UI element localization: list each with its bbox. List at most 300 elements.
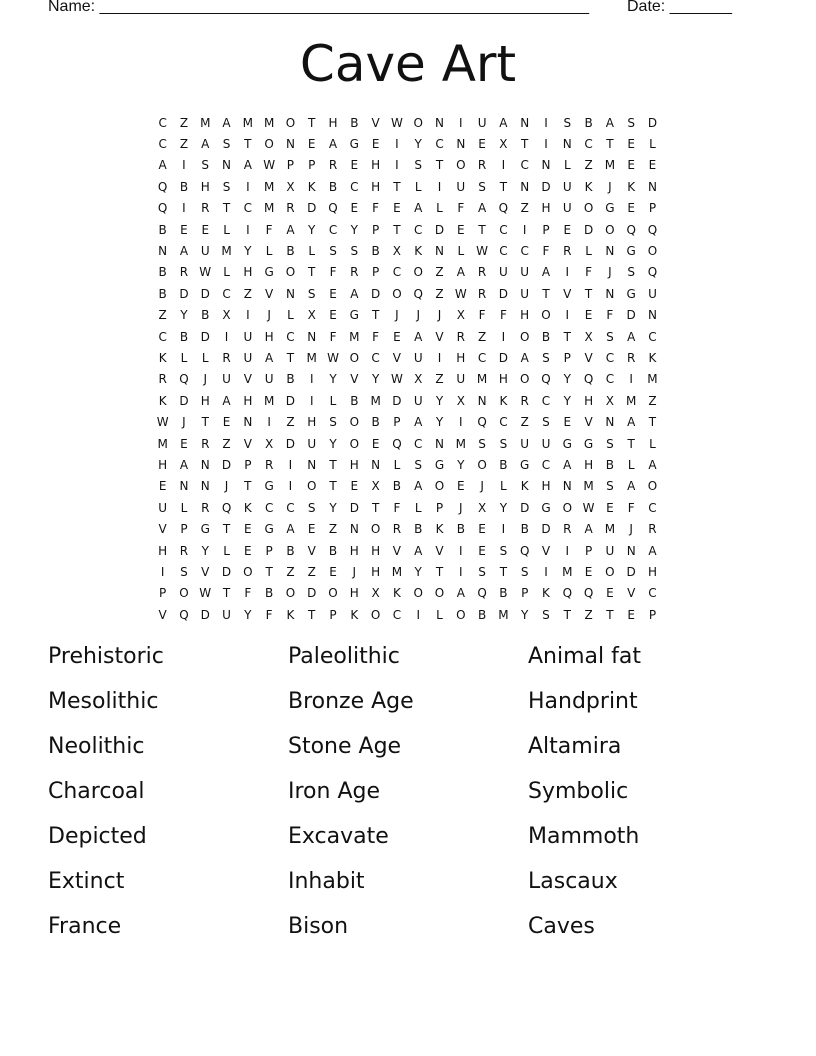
grid-letter: I xyxy=(501,158,506,173)
grid-letter: G xyxy=(520,457,530,472)
grid-letter: V xyxy=(392,350,402,365)
grid-letter: Z xyxy=(520,415,529,430)
grid-letter: C xyxy=(222,286,231,301)
grid-letter: P xyxy=(542,222,550,237)
grid-letter: N xyxy=(541,158,551,173)
grid-letter: E xyxy=(350,479,359,494)
grid-letter: O xyxy=(583,201,594,216)
grid-letter: D xyxy=(221,457,232,472)
grid-letter: O xyxy=(349,350,360,365)
grid-letter: E xyxy=(563,222,572,237)
grid-letter: N xyxy=(349,522,359,537)
grid-letter: T xyxy=(584,286,593,301)
grid-letter: J xyxy=(395,308,399,323)
word-list-item: Bison xyxy=(288,914,349,939)
grid-letter: M xyxy=(157,436,168,451)
grid-letter: L xyxy=(436,607,443,622)
grid-letter: H xyxy=(520,308,530,323)
grid-letter: B xyxy=(201,308,210,323)
grid-letter: B xyxy=(477,607,487,622)
grid-letter: J xyxy=(608,265,612,280)
grid-letter: A xyxy=(286,222,295,237)
word-list-item: Bronze Age xyxy=(288,689,414,714)
grid-letter: Q xyxy=(179,372,189,387)
grid-letter: R xyxy=(179,265,189,280)
grid-letter: B xyxy=(179,329,189,344)
grid-letter: Q xyxy=(413,286,423,301)
grid-letter: S xyxy=(329,415,337,430)
grid-letter: T xyxy=(499,564,508,579)
grid-letter: H xyxy=(307,415,317,430)
grid-letter: N xyxy=(200,457,210,472)
grid-letter: N xyxy=(200,479,210,494)
grid-letter: H xyxy=(158,457,168,472)
grid-letter: X xyxy=(392,244,402,259)
grid-letter: E xyxy=(478,522,486,537)
grid-letter: T xyxy=(286,350,295,365)
grid-letter: Z xyxy=(179,137,189,152)
grid-letter: M xyxy=(263,179,275,194)
grid-letter: T xyxy=(563,607,571,622)
grid-letter: F xyxy=(585,265,593,280)
grid-letter: E xyxy=(478,137,486,152)
grid-letter: B xyxy=(158,286,167,301)
word-list-item: Handprint xyxy=(528,689,638,714)
grid-letter: N xyxy=(456,137,466,152)
grid-letter: N xyxy=(158,244,168,259)
grid-letter: P xyxy=(648,201,657,216)
grid-letter: A xyxy=(414,329,423,344)
grid-letter: W xyxy=(476,244,489,259)
grid-letter: C xyxy=(499,222,508,237)
grid-letter: O xyxy=(413,586,423,601)
grid-letter: T xyxy=(478,222,486,237)
grid-letter: Y xyxy=(457,457,465,472)
grid-letter: I xyxy=(522,222,527,237)
grid-letter: X xyxy=(222,308,231,323)
grid-letter: X xyxy=(371,479,380,494)
grid-letter: G xyxy=(264,479,274,494)
grid-letter: I xyxy=(182,158,186,173)
grid-letter: S xyxy=(478,436,486,451)
grid-letter: T xyxy=(308,607,316,622)
grid-letter: J xyxy=(224,479,229,494)
grid-letter: D xyxy=(285,436,296,451)
word-list-item: Prehistoric xyxy=(48,644,164,669)
grid-letter: H xyxy=(498,372,508,387)
grid-letter: T xyxy=(371,308,380,323)
grid-letter: Q xyxy=(157,179,168,194)
grid-letter: M xyxy=(221,244,232,259)
grid-letter: T xyxy=(222,586,231,601)
grid-letter: C xyxy=(520,158,529,173)
grid-letter: T xyxy=(308,265,316,280)
grid-letter: E xyxy=(201,222,210,237)
grid-letter: O xyxy=(413,265,423,280)
grid-letter: O xyxy=(285,265,296,280)
grid-letter: X xyxy=(456,308,465,323)
grid-letter: A xyxy=(414,479,423,494)
grid-letter: M xyxy=(306,350,317,365)
grid-letter: H xyxy=(541,201,551,216)
grid-letter: E xyxy=(606,586,614,601)
grid-letter: L xyxy=(414,500,422,515)
grid-letter: N xyxy=(307,329,317,344)
grid-letter: A xyxy=(243,158,252,173)
grid-letter: W xyxy=(327,350,339,365)
grid-letter: I xyxy=(459,564,463,579)
grid-letter: B xyxy=(584,115,593,130)
grid-letter: D xyxy=(520,500,530,515)
grid-letter: V xyxy=(158,522,167,537)
grid-letter: K xyxy=(286,607,295,622)
grid-letter: S xyxy=(414,457,423,472)
grid-letter: R xyxy=(201,500,210,515)
grid-letter: C xyxy=(605,372,615,387)
grid-letter: X xyxy=(499,137,508,152)
grid-letter: P xyxy=(435,500,444,515)
grid-letter: S xyxy=(307,500,316,515)
grid-letter: A xyxy=(627,415,636,430)
grid-letter: O xyxy=(456,158,466,173)
grid-letter: D xyxy=(626,564,636,579)
grid-letter: P xyxy=(244,457,252,472)
grid-letter: I xyxy=(437,179,442,194)
grid-letter: D xyxy=(434,222,445,237)
grid-letter: I xyxy=(544,115,548,130)
grid-letter: B xyxy=(456,522,465,537)
grid-letter: U xyxy=(222,372,231,387)
grid-letter: O xyxy=(370,607,381,622)
grid-letter: X xyxy=(477,500,487,515)
grid-letter: H xyxy=(371,179,381,194)
grid-letter: C xyxy=(414,436,423,451)
grid-letter: R xyxy=(179,543,189,558)
grid-letter: F xyxy=(372,201,380,216)
grid-letter: Z xyxy=(222,436,231,451)
grid-letter: G xyxy=(626,286,636,301)
grid-letter: J xyxy=(416,308,420,323)
grid-letter: Y xyxy=(201,543,209,558)
grid-letter: H xyxy=(264,329,274,344)
grid-letter: V xyxy=(584,415,593,430)
grid-letter: Q xyxy=(541,372,551,387)
grid-letter: G xyxy=(264,522,274,537)
grid-letter: C xyxy=(499,244,508,259)
grid-letter: F xyxy=(478,308,486,323)
grid-letter: F xyxy=(244,586,252,601)
grid-letter: O xyxy=(541,308,551,323)
grid-letter: D xyxy=(541,522,551,537)
grid-letter: A xyxy=(627,479,636,494)
grid-letter: R xyxy=(627,350,636,365)
grid-letter: D xyxy=(200,329,210,344)
grid-letter: N xyxy=(605,244,615,259)
grid-letter: R xyxy=(477,286,487,301)
grid-letter: P xyxy=(584,543,593,558)
grid-letter: S xyxy=(222,137,231,152)
grid-letter: U xyxy=(243,350,253,365)
grid-letter: G xyxy=(434,457,445,472)
grid-letter: J xyxy=(629,522,633,537)
grid-letter: T xyxy=(606,137,614,152)
grid-letter: I xyxy=(309,372,314,387)
grid-letter: L xyxy=(649,137,656,152)
grid-letter: I xyxy=(246,179,250,194)
grid-letter: N xyxy=(435,115,444,130)
grid-letter: H xyxy=(371,158,381,173)
grid-letter: O xyxy=(434,586,445,601)
grid-letter: I xyxy=(246,222,250,237)
name-field-label: Name: _______________________________________________________ xyxy=(48,0,589,15)
grid-letter: T xyxy=(393,179,401,194)
grid-letter: Q xyxy=(328,201,338,216)
grid-letter: M xyxy=(626,393,637,408)
word-list-item: Stone Age xyxy=(288,734,402,759)
grid-letter: V xyxy=(307,543,316,558)
grid-letter: T xyxy=(606,607,614,622)
grid-letter: Q xyxy=(477,586,487,601)
grid-letter: E xyxy=(457,222,465,237)
grid-letter: Z xyxy=(584,607,593,622)
grid-letter: P xyxy=(648,607,657,622)
word-list-item: Charcoal xyxy=(48,779,145,804)
grid-letter: X xyxy=(286,179,295,194)
grid-letter: E xyxy=(627,158,635,173)
grid-letter: Q xyxy=(562,586,573,601)
grid-letter: Z xyxy=(158,308,167,323)
grid-letter: I xyxy=(565,265,570,280)
grid-letter: T xyxy=(222,522,231,537)
grid-letter: A xyxy=(563,457,572,472)
grid-letter: U xyxy=(307,436,317,451)
grid-letter: A xyxy=(520,350,529,365)
grid-letter: T xyxy=(371,500,380,515)
grid-letter: B xyxy=(371,244,380,259)
grid-letter: D xyxy=(370,286,381,301)
grid-letter: U xyxy=(605,543,615,558)
grid-letter: R xyxy=(328,158,338,173)
grid-letter: X xyxy=(605,393,614,408)
grid-letter: N xyxy=(179,479,189,494)
grid-letter: K xyxy=(542,586,550,601)
grid-letter: C xyxy=(541,457,551,472)
grid-letter: J xyxy=(480,479,484,494)
grid-letter: L xyxy=(393,457,401,472)
grid-letter: O xyxy=(392,286,402,301)
grid-letter: H xyxy=(541,479,551,494)
grid-letter: C xyxy=(541,393,551,408)
grid-letter: K xyxy=(435,522,444,537)
grid-letter: U xyxy=(477,115,487,130)
grid-letter: Z xyxy=(243,286,252,301)
grid-letter: A xyxy=(179,457,189,472)
grid-letter: L xyxy=(180,500,188,515)
grid-letter: T xyxy=(265,564,273,579)
grid-letter: M xyxy=(263,201,275,216)
grid-letter: P xyxy=(393,415,401,430)
grid-letter: D xyxy=(498,350,509,365)
grid-letter: C xyxy=(414,222,423,237)
grid-letter: Z xyxy=(328,522,338,537)
word-list-item: Animal fat xyxy=(528,644,641,669)
grid-letter: Y xyxy=(308,222,316,237)
grid-letter: B xyxy=(371,415,380,430)
grid-letter: D xyxy=(392,393,402,408)
grid-letter: H xyxy=(243,265,253,280)
grid-letter: U xyxy=(520,436,530,451)
grid-letter: B xyxy=(328,543,338,558)
grid-letter: S xyxy=(606,436,614,451)
grid-letter: F xyxy=(329,329,337,344)
grid-letter: N xyxy=(647,308,657,323)
grid-letter: H xyxy=(647,564,657,579)
grid-letter: V xyxy=(541,543,551,558)
grid-letter: H xyxy=(371,564,381,579)
word-list-item: Excavate xyxy=(288,824,389,849)
grid-letter: N xyxy=(520,115,530,130)
grid-letter: C xyxy=(158,137,167,152)
grid-letter: Y xyxy=(414,564,422,579)
grid-letter: I xyxy=(501,522,506,537)
grid-letter: I xyxy=(288,479,293,494)
grid-letter: K xyxy=(307,179,316,194)
grid-letter: F xyxy=(499,308,507,323)
grid-letter: O xyxy=(456,607,466,622)
word-list-item: Caves xyxy=(528,914,595,939)
grid-letter: G xyxy=(264,265,274,280)
date-field-label: Date: _______ xyxy=(627,0,732,15)
grid-letter: I xyxy=(288,457,293,472)
grid-letter: S xyxy=(478,564,486,579)
grid-letter: Z xyxy=(179,115,189,130)
grid-letter: W xyxy=(156,415,169,430)
grid-letter: F xyxy=(393,500,401,515)
grid-letter: Z xyxy=(648,393,657,408)
grid-letter: I xyxy=(224,329,229,344)
grid-letter: O xyxy=(434,479,445,494)
grid-letter: N xyxy=(371,457,381,472)
grid-letter: T xyxy=(499,179,508,194)
grid-letter: W xyxy=(263,158,276,173)
grid-letter: Q xyxy=(157,201,168,216)
grid-letter: T xyxy=(244,137,252,152)
grid-letter: U xyxy=(413,393,423,408)
grid-letter: L xyxy=(627,457,635,472)
grid-letter: L xyxy=(414,179,422,194)
grid-letter: D xyxy=(541,179,551,194)
grid-letter: O xyxy=(285,115,296,130)
word-list-item: Mammoth xyxy=(528,824,640,849)
grid-letter: D xyxy=(179,393,189,408)
grid-letter: C xyxy=(243,201,253,216)
grid-letter: Z xyxy=(286,564,295,579)
grid-letter: O xyxy=(264,137,274,152)
grid-letter: E xyxy=(329,286,337,301)
grid-letter: D xyxy=(221,564,232,579)
grid-letter: C xyxy=(648,586,657,601)
grid-letter: N xyxy=(222,158,232,173)
grid-letter: V xyxy=(627,586,636,601)
grid-letter: E xyxy=(606,500,614,515)
grid-letter: L xyxy=(223,265,230,280)
grid-letter: P xyxy=(265,543,273,558)
grid-letter: O xyxy=(519,372,530,387)
grid-letter: Y xyxy=(329,436,337,451)
grid-letter: E xyxy=(329,308,337,323)
grid-letter: A xyxy=(158,158,167,173)
grid-letter: U xyxy=(562,179,572,194)
grid-letter: Y xyxy=(563,393,571,408)
grid-letter: V xyxy=(243,436,252,451)
grid-letter: T xyxy=(329,457,337,472)
grid-letter: O xyxy=(605,564,615,579)
grid-letter: Q xyxy=(519,543,530,558)
grid-letter: E xyxy=(627,607,635,622)
grid-letter: R xyxy=(477,158,487,173)
grid-letter: C xyxy=(605,350,615,365)
grid-letter: I xyxy=(544,137,548,152)
grid-letter: X xyxy=(371,586,380,601)
grid-letter: N xyxy=(562,479,572,494)
word-list-item: Altamira xyxy=(528,734,622,759)
grid-letter: O xyxy=(243,564,253,579)
grid-letter: E xyxy=(350,201,359,216)
grid-letter: L xyxy=(329,393,337,408)
grid-letter: Y xyxy=(499,500,508,515)
word-list-item: Depicted xyxy=(48,824,147,849)
grid-letter: A xyxy=(414,415,423,430)
grid-letter: E xyxy=(222,415,231,430)
grid-letter: L xyxy=(585,244,592,259)
grid-letter: U xyxy=(158,500,168,515)
grid-letter: L xyxy=(436,201,443,216)
grid-letter: P xyxy=(371,222,380,237)
grid-letter: U xyxy=(520,286,530,301)
grid-letter: G xyxy=(583,436,594,451)
grid-letter: R xyxy=(286,201,295,216)
grid-letter: H xyxy=(200,393,210,408)
grid-letter: D xyxy=(626,308,636,323)
grid-letter: S xyxy=(542,607,550,622)
grid-letter: E xyxy=(180,222,188,237)
grid-letter: L xyxy=(649,436,656,451)
grid-letter: E xyxy=(393,201,401,216)
grid-letter: A xyxy=(605,115,614,130)
grid-letter: U xyxy=(456,372,466,387)
grid-letter: L xyxy=(223,543,230,558)
grid-letter: E xyxy=(307,137,316,152)
grid-letter: L xyxy=(223,222,230,237)
grid-letter: A xyxy=(648,543,657,558)
grid-letter: Y xyxy=(244,607,252,622)
grid-letter: R xyxy=(158,372,167,387)
grid-letter: B xyxy=(392,479,402,494)
grid-letter: K xyxy=(520,479,529,494)
grid-letter: S xyxy=(499,543,508,558)
grid-letter: I xyxy=(182,201,186,216)
grid-letter: F xyxy=(372,329,380,344)
grid-letter: Y xyxy=(180,308,188,323)
grid-letter: C xyxy=(328,222,338,237)
grid-letter: H xyxy=(349,543,359,558)
grid-letter: F xyxy=(265,222,273,237)
grid-letter: C xyxy=(286,500,295,515)
grid-letter: O xyxy=(285,586,296,601)
grid-letter: G xyxy=(541,500,551,515)
grid-letter: M xyxy=(604,522,616,537)
grid-letter: K xyxy=(627,179,636,194)
